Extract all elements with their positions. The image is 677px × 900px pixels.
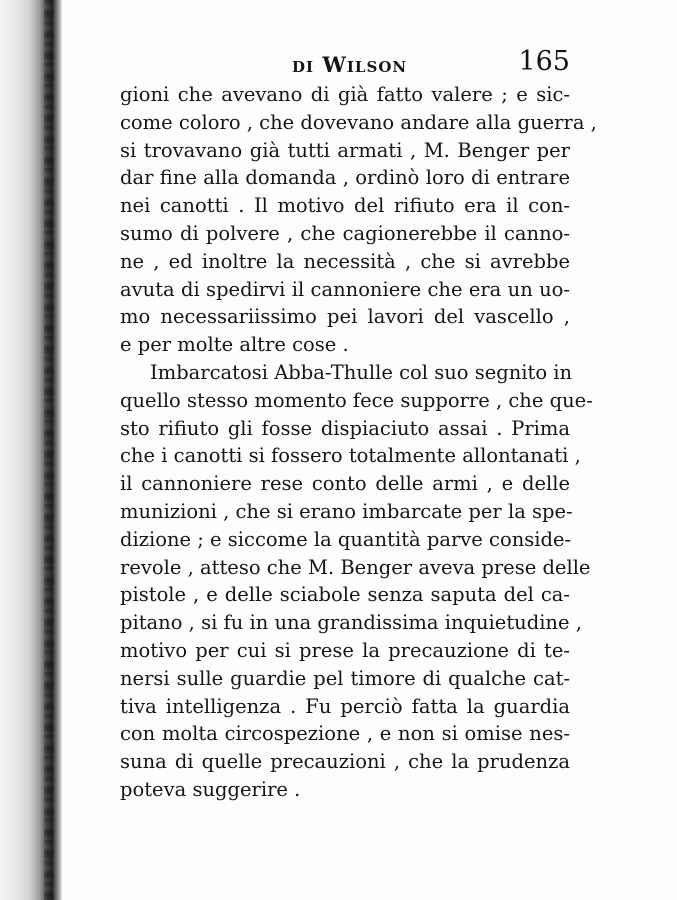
text-line: nei canotti . Il motivo del rifiuto era il con- <box>120 194 570 218</box>
text-line: il cannoniere rese conto delle armi , e delle <box>120 472 570 496</box>
text-line: tiva intelligenza . Fu perciò fatta la guardia <box>120 694 570 718</box>
text-line: che i canotti si fossero totalmente allontanati , <box>120 444 581 468</box>
text-line: pistole , e delle sciabole senza saputa del ca- <box>120 583 570 607</box>
text-line: come coloro , che dovevano andare alla guerra , <box>120 110 597 134</box>
page-header <box>120 46 570 80</box>
book-binding-edge <box>0 0 62 900</box>
text-line: con molta circospezione , e non si omise nes- <box>120 722 570 746</box>
text-line: dar fine alla domanda , ordinò loro di entrare <box>120 166 570 190</box>
paragraph-start-line: Imbarcatosi Abba-Thulle col suo segnito in <box>150 360 573 384</box>
text-line: dizione ; e siccome la quantità parve conside- <box>120 527 572 551</box>
paragraph-end-line: poteva suggerire . <box>120 777 301 801</box>
text-line: quello stesso momento fece supporre , che que- <box>120 388 593 412</box>
running-head: di Wilson <box>292 52 408 77</box>
text-line: pitano , si fu in una grandissima inquietudine , <box>120 611 582 635</box>
text-line: mo necessariissimo pei lavori del vascello , <box>120 305 570 329</box>
text-line: gioni che avevano di già fatto valere ; e sic- <box>120 83 570 106</box>
page-number: 165 <box>518 46 570 77</box>
text-line: suna di quelle precauzioni , che la prudenza <box>120 750 570 774</box>
text-line: nersi sulle guardie pel timore di qualche cat- <box>120 666 570 690</box>
text-line: revole , atteso che M. Benger aveva prese delle <box>120 555 591 579</box>
text-line: sumo di polvere , che cagionerebbe il canno- <box>120 221 570 245</box>
text-line: avuta di spedirvi il cannoniere che era un uo- <box>120 277 570 301</box>
text-line: si trovavano già tutti armati , M. Benger per <box>120 138 570 162</box>
text-line: motivo per cui si prese la precauzione di te- <box>120 638 570 662</box>
paragraph-end-line: e per molte altre cose . <box>120 333 349 357</box>
text-line: munizioni , che si erano imbarcate per la spe- <box>120 499 573 523</box>
text-line: sto rifiuto gli fosse dispiaciuto assai . Prima <box>120 416 570 440</box>
body-text <box>120 81 597 804</box>
text-line: ne , ed inoltre la necessità , che si avrebbe <box>120 249 570 273</box>
